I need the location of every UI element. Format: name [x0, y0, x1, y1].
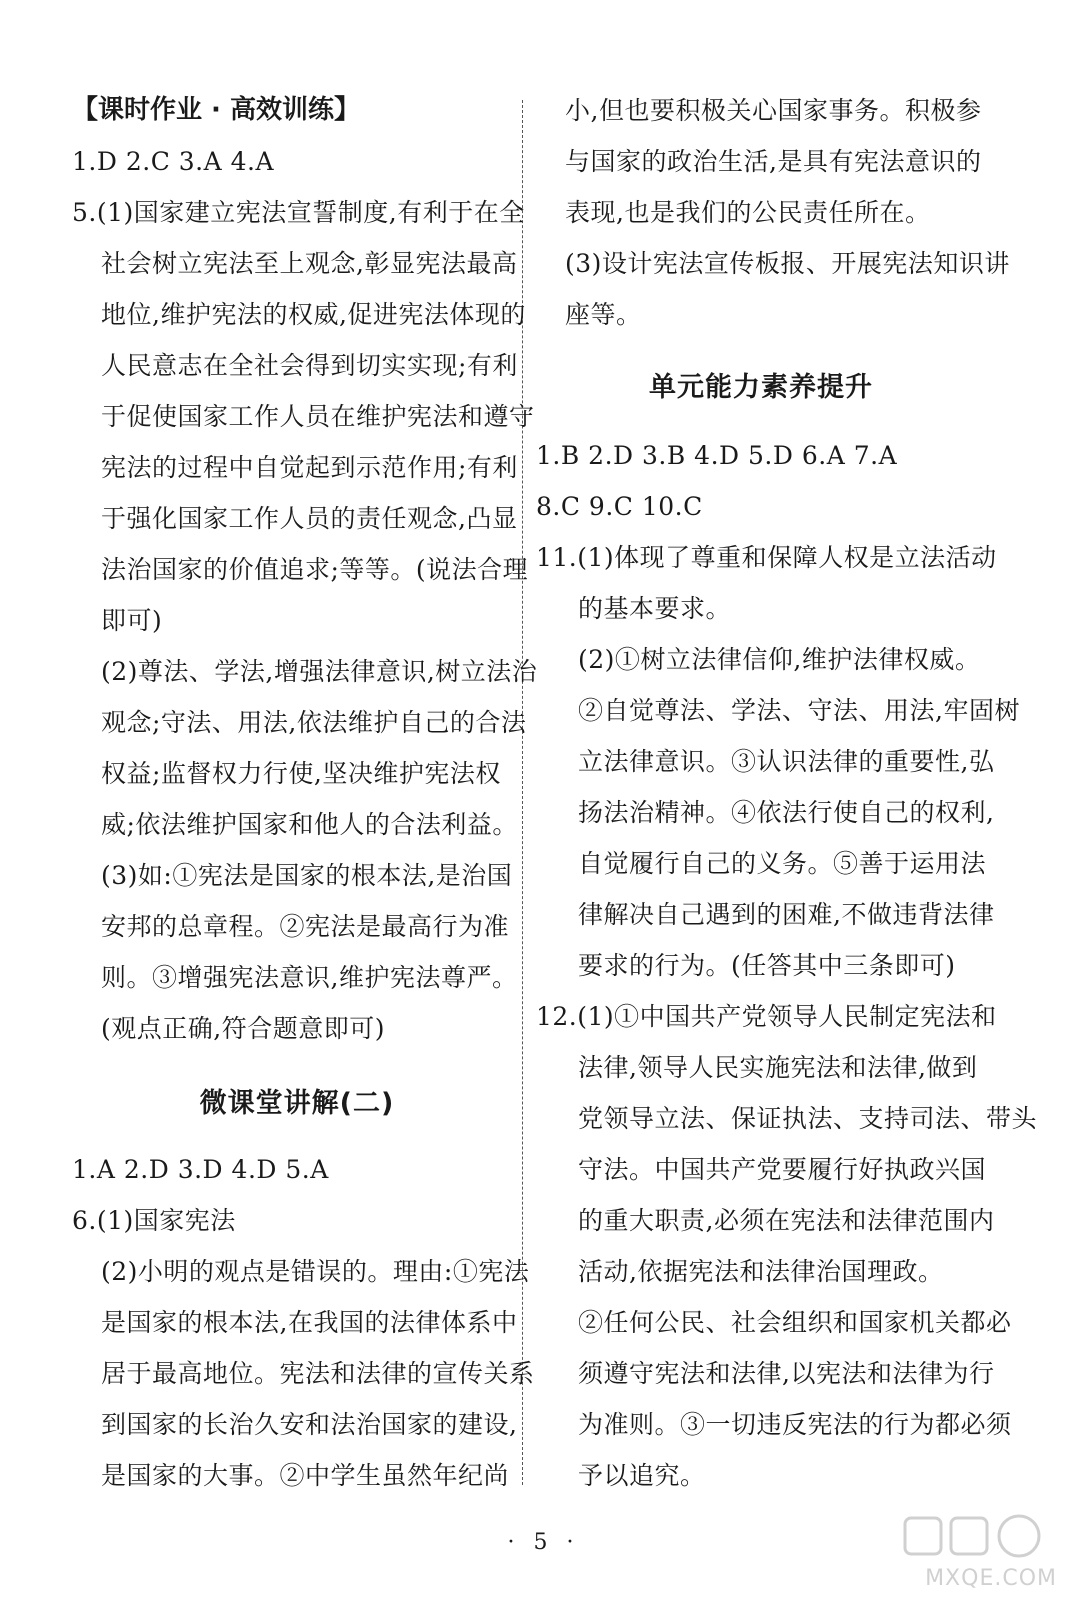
answer-line: 观念;守法、用法,依法维护自己的合法: [101, 708, 527, 737]
section-heading: 【课时作业 · 高效训练】: [72, 95, 360, 125]
left-column: [72, 85, 538, 1501]
watermark-logo: [897, 1510, 1067, 1595]
answer-line: 居于最高地位。宪法和法律的宣传关系: [101, 1359, 535, 1388]
answer-line: 1.D 2.C 3.A 4.A: [72, 147, 275, 176]
page-number: · 5 ·: [507, 1530, 580, 1555]
answer-line: 5.(1)国家建立宪法宣誓制度,有利于在全: [72, 198, 525, 227]
answer-line: 1.B 2.D 3.B 4.D 5.D 6.A 7.A: [536, 441, 898, 470]
answer-line: 是国家的大事。②中学生虽然年纪尚: [101, 1461, 510, 1490]
answer-line: 到国家的长治久安和法治国家的建设,: [101, 1410, 518, 1439]
answer-line: 即可): [101, 606, 163, 635]
answer-line: 地位,维护宪法的权威,促进宪法体现的: [101, 300, 526, 329]
answer-line: 的基本要求。: [578, 594, 732, 623]
answer-line: 11.(1)体现了尊重和保障人权是立法活动: [536, 543, 997, 572]
answer-line: 须遵守宪法和法律,以宪法和法律为行: [578, 1359, 995, 1388]
section-title: 单元能力素养提升: [649, 372, 873, 403]
answer-line: 宪法的过程中自觉起到示范作用;有利: [101, 453, 518, 482]
answer-line: (2)小明的观点是错误的。理由:①宪法: [101, 1257, 530, 1286]
answer-line: 1.A 2.D 3.D 4.D 5.A: [72, 1155, 329, 1184]
answer-line: 为准则。③一切违反宪法的行为都必须: [578, 1410, 1012, 1439]
answer-line: 党领导立法、保证执法、支持司法、带头: [578, 1104, 1038, 1133]
answer-line: 法律,领导人民实施宪法和法律,做到: [578, 1053, 978, 1082]
answer-line: 社会树立宪法至上观念,彰显宪法最高: [101, 249, 518, 278]
answer-line: 座等。: [565, 300, 642, 329]
answer-line: 律解决自己遇到的困难,不做违背法律: [578, 900, 995, 929]
answer-line: 立法律意识。③认识法律的重要性,弘: [578, 747, 995, 776]
answer-line: 则。③增强宪法意识,维护宪法尊严。: [101, 963, 518, 992]
answer-line: 要求的行为。(任答其中三条即可): [578, 951, 956, 980]
right-column: [536, 85, 1038, 1501]
answer-line: (2)①树立法律信仰,维护法律权威。: [578, 645, 981, 674]
answer-line: (3)设计宪法宣传板报、开展宪法知识讲: [565, 249, 1010, 278]
watermark-text: MXQE.COM: [925, 1566, 1057, 1591]
watermark-icon: [897, 1510, 1067, 1570]
answer-line: (2)尊法、学法,增强法律意识,树立法治: [101, 657, 538, 686]
answer-line: 12.(1)①中国共产党领导人民制定宪法和: [536, 1002, 997, 1031]
answer-line: ②自觉尊法、学法、守法、用法,牢固树: [578, 696, 1020, 725]
answer-line: 是国家的根本法,在我国的法律体系中: [101, 1308, 518, 1337]
answer-line: 安邦的总章程。②宪法是最高行为准: [101, 912, 510, 941]
answer-line: (3)如:①宪法是国家的根本法,是治国: [101, 861, 513, 890]
answer-line: 予以追究。: [578, 1461, 706, 1490]
answer-line: 与国家的政治生活,是具有宪法意识的: [565, 147, 982, 176]
answer-line: ②任何公民、社会组织和国家机关都必: [578, 1308, 1012, 1337]
answer-line: 于强化国家工作人员的责任观念,凸显: [101, 504, 518, 533]
answer-line: 权益;监督权力行使,坚决维护宪法权: [101, 759, 501, 788]
answer-line: 法治国家的价值追求;等等。(说法合理: [101, 555, 529, 584]
section-title: 微课堂讲解(二): [199, 1088, 395, 1119]
answer-line: 8.C 9.C 10.C: [536, 492, 703, 521]
answer-line: 守法。中国共产党要履行好执政兴国: [578, 1155, 987, 1184]
answer-line: 人民意志在全社会得到切实实现;有利: [101, 351, 518, 380]
answer-line: 于促使国家工作人员在维护宪法和遵守: [101, 402, 535, 431]
answer-line: 威;依法维护国家和他人的合法利益。: [101, 810, 518, 839]
answer-line: 活动,依据宪法和法律治国理政。: [578, 1257, 944, 1286]
answer-line: 小,但也要积极关心国家事务。积极参: [565, 96, 982, 125]
answer-line: 6.(1)国家宪法: [72, 1206, 236, 1235]
answer-line: 表现,也是我们的公民责任所在。: [565, 198, 931, 227]
answer-line: 自觉履行自己的义务。⑤善于运用法: [578, 849, 987, 878]
answer-line: (观点正确,符合题意即可): [101, 1014, 385, 1043]
answer-line: 扬法治精神。④依法行使自己的权利,: [578, 798, 995, 827]
answer-line: 的重大职责,必须在宪法和法律范围内: [578, 1206, 995, 1235]
